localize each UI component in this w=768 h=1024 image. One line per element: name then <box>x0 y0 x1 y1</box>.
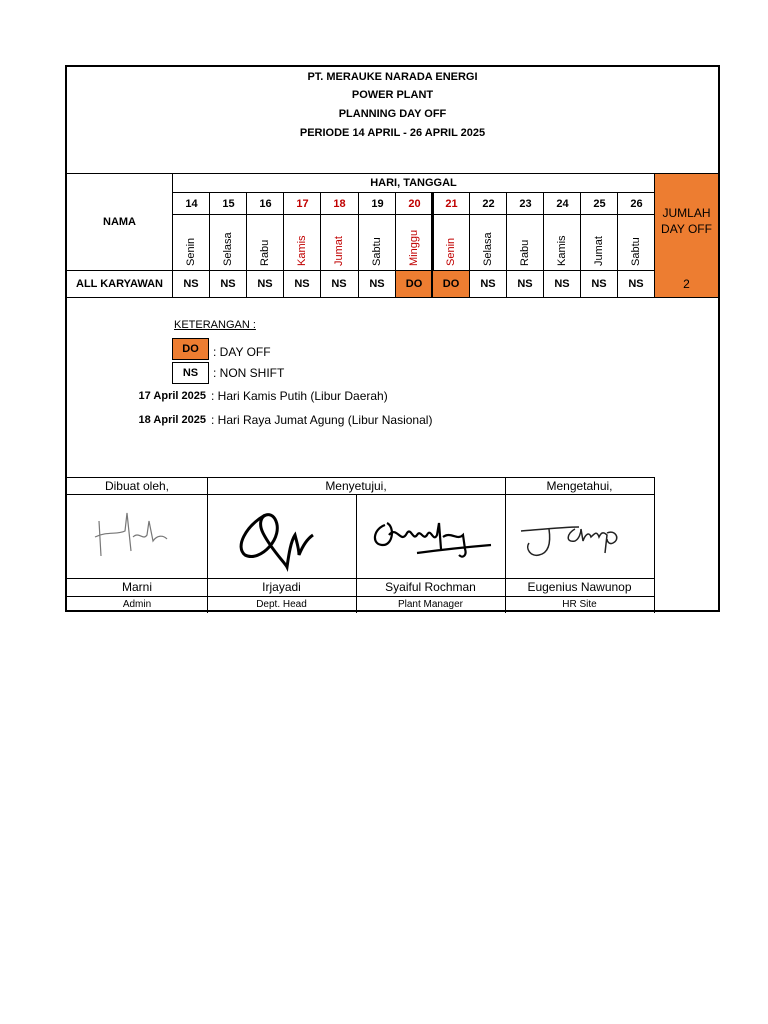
signature-eugenius <box>515 503 645 573</box>
dates-divider <box>172 214 654 215</box>
legend-desc-do: : DAY OFF <box>213 345 271 359</box>
day-name: Sabtu <box>630 237 642 266</box>
total-header-line2: DAY OFF <box>661 222 712 236</box>
date-number: 15 <box>222 198 235 210</box>
schedule-cell: NS <box>591 278 607 290</box>
name-header: NAMA <box>103 216 136 228</box>
signature-block <box>67 477 655 613</box>
date-number: 24 <box>556 198 569 210</box>
day-off-sheet <box>65 65 720 612</box>
schedule-cell: NS <box>257 278 273 290</box>
holiday-date-1: 17 April 2025 <box>138 390 206 402</box>
day-name: Rabu <box>259 239 271 266</box>
schedule-cell: NS <box>480 278 496 290</box>
schedule-cell: NS <box>517 278 533 290</box>
total-header <box>655 205 718 237</box>
date-number: 21 <box>445 198 458 210</box>
holiday-date-2: 18 April 2025 <box>138 414 206 426</box>
date-number: 22 <box>482 198 495 210</box>
day-name: Kamis <box>556 235 568 266</box>
date-number: 25 <box>593 198 606 210</box>
page-title: PLANNING DAY OFF <box>338 108 447 120</box>
signer-role-2: Dept. Head <box>256 599 307 610</box>
date-number: 17 <box>296 198 309 210</box>
table-bottom-border <box>67 297 718 298</box>
made-by-label: Dibuat oleh, <box>104 479 170 493</box>
day-name: Selasa <box>482 232 494 266</box>
schedule-cell: NS <box>294 278 310 290</box>
signer-role-4: HR Site <box>562 599 597 610</box>
signer-role-1: Admin <box>122 599 152 610</box>
signer-role-3: Plant Manager <box>397 599 464 610</box>
days-header: HARI, TANGGAL <box>370 177 457 189</box>
day-name: Kamis <box>296 235 308 266</box>
date-number: 26 <box>630 198 643 210</box>
schedule-cell: DO <box>396 271 432 297</box>
day-name: Jumat <box>333 236 345 266</box>
day-name: Sabtu <box>371 237 383 266</box>
day-name: Senin <box>185 237 197 266</box>
day-name: Selasa <box>222 232 234 266</box>
legend-desc-ns: : NON SHIFT <box>213 366 285 380</box>
date-number: 18 <box>333 198 346 210</box>
date-number: 16 <box>259 198 272 210</box>
acknowledged-label: Mengetahui, <box>546 479 613 493</box>
total-header-line1: JUMLAH <box>662 206 711 220</box>
signer-name-3: Syaiful Rochman <box>385 580 476 594</box>
row-total: 2 <box>683 277 690 291</box>
signer-name-1: Marni <box>121 580 152 594</box>
day-name: Senin <box>445 237 457 266</box>
schedule-cell: NS <box>331 278 347 290</box>
period-label: PERIODE 14 APRIL - 26 APRIL 2025 <box>299 127 486 139</box>
holiday-desc-1: : Hari Kamis Putih (Libur Daerah) <box>211 389 388 403</box>
legend-title: KETERANGAN : <box>174 319 256 331</box>
signer-name-2: Irjayadi <box>262 580 301 594</box>
legend-code-do: DO <box>172 338 209 360</box>
schedule-cell: NS <box>183 278 199 290</box>
row-name: ALL KARYAWAN <box>76 278 163 290</box>
schedule-cell: DO <box>433 271 469 297</box>
approved-label: Menyetujui, <box>325 479 387 493</box>
days-header-divider <box>172 192 654 193</box>
signature-marni <box>87 501 187 573</box>
day-name: Jumat <box>593 236 605 266</box>
unit-name: POWER PLANT <box>351 89 434 101</box>
schedule-cell: NS <box>628 278 644 290</box>
schedule-cell: NS <box>554 278 570 290</box>
day-name: Minggu <box>408 229 420 266</box>
signature-syaiful <box>367 505 497 575</box>
signer-name-4: Eugenius Nawunop <box>527 580 632 594</box>
date-number: 23 <box>519 198 532 210</box>
schedule-cell: NS <box>220 278 236 290</box>
schedule-cell: NS <box>369 278 385 290</box>
date-number: 19 <box>371 198 384 210</box>
day-name: Rabu <box>519 239 531 266</box>
holiday-desc-2: : Hari Raya Jumat Agung (Libur Nasional) <box>211 413 433 427</box>
date-number: 20 <box>408 198 421 210</box>
date-number: 14 <box>185 198 198 210</box>
signature-irjayadi <box>225 497 345 577</box>
company-name: PT. MERAUKE NARADA ENERGI <box>307 71 478 83</box>
legend-code-ns: NS <box>172 362 209 384</box>
